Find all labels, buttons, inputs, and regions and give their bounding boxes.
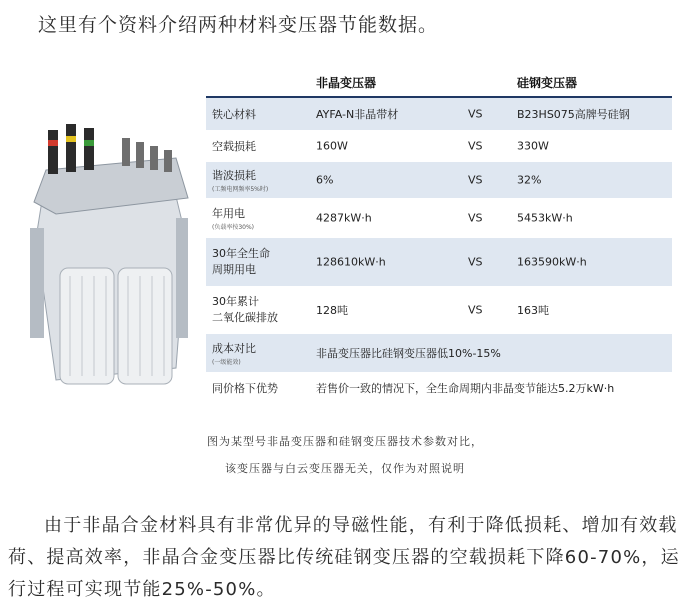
header-silicon-steel: 硅钢变压器: [517, 76, 578, 90]
amorphous-value: 160W: [316, 139, 348, 153]
row-label: 同价格下优势: [212, 382, 278, 395]
row-label: 空载损耗: [212, 140, 256, 153]
amorphous-value: AYFA-N非晶带材: [316, 108, 399, 121]
transformer-image: [26, 118, 192, 392]
table-row: [206, 98, 672, 130]
header-amorphous: 非晶变压器: [316, 76, 377, 90]
cost-comparison-value: 非晶变压器比硅钢变压器低10%-15%: [316, 347, 501, 360]
silicon-value: 163590kW·h: [517, 255, 587, 269]
row-label-line1: 30年全生命: [212, 247, 270, 260]
silicon-value: 163吨: [517, 304, 549, 317]
table-row: [206, 334, 672, 372]
silicon-value: 32%: [517, 173, 542, 187]
amorphous-value: 128吨: [316, 304, 348, 317]
row-label: [212, 167, 268, 193]
silicon-value: 5453kW·h: [517, 211, 573, 225]
body-paragraph: 由于非晶合金材料具有非常优异的导磁性能，有利于降低损耗、增加有效载荷、提高效率，非晶合金变压器比传统硅钢变压器的空载损耗下降60-70%，运行过程可实现节能25%-50%。: [8, 515, 680, 600]
amorphous-value: 6%: [316, 173, 334, 187]
figure-caption-line1: 图为某型号非晶变压器和硅钢变压器技术参数对比，: [207, 435, 483, 448]
silicon-value: 330W: [517, 139, 549, 153]
table-row: [206, 286, 672, 334]
vs-label: VS: [468, 173, 483, 187]
row-label-main: 谐波损耗: [212, 169, 256, 182]
row-label: [212, 205, 254, 231]
advantage-value: 若售价一致的情况下，全生命周期内非晶变节能达5.2万kW·h: [316, 382, 615, 395]
vs-label: VS: [468, 303, 483, 317]
table-header: [206, 66, 672, 98]
vs-label: VS: [468, 139, 483, 153]
table-row: [206, 372, 672, 404]
row-label: [212, 340, 256, 366]
table-row: [206, 130, 672, 162]
intro-text: 这里有个资料介绍两种材料变压器节能数据。: [38, 14, 439, 36]
figure-caption-line2: 该变压器与白云变压器无关，仅作为对照说明: [225, 462, 465, 475]
table-row: [206, 162, 672, 198]
row-label-note: (工频电网频率5%时): [212, 186, 269, 193]
row-label-line2: 二氧化碳排放: [212, 311, 278, 324]
row-label-line1: 30年累计: [212, 295, 259, 308]
amorphous-value: 4287kW·h: [316, 211, 372, 225]
row-label: [212, 294, 278, 326]
table-row: [206, 238, 672, 286]
comparison-figure: [14, 58, 676, 418]
row-label-main: 年用电: [212, 207, 245, 220]
silicon-value: B23HS075高牌号硅钢: [517, 108, 630, 121]
row-label-note: (负载率按30%): [212, 224, 255, 231]
vs-label: VS: [468, 255, 483, 269]
row-label: [212, 246, 270, 278]
amorphous-value: 128610kW·h: [316, 255, 386, 269]
row-label: 铁心材料: [212, 108, 256, 121]
vs-label: VS: [468, 107, 483, 121]
comparison-table: [206, 66, 672, 404]
row-label-note: (一级能效): [212, 359, 241, 366]
row-label-line2: 周期用电: [212, 263, 256, 276]
row-label-main: 成本对比: [212, 342, 256, 355]
vs-label: VS: [468, 211, 483, 225]
table-row: [206, 198, 672, 238]
